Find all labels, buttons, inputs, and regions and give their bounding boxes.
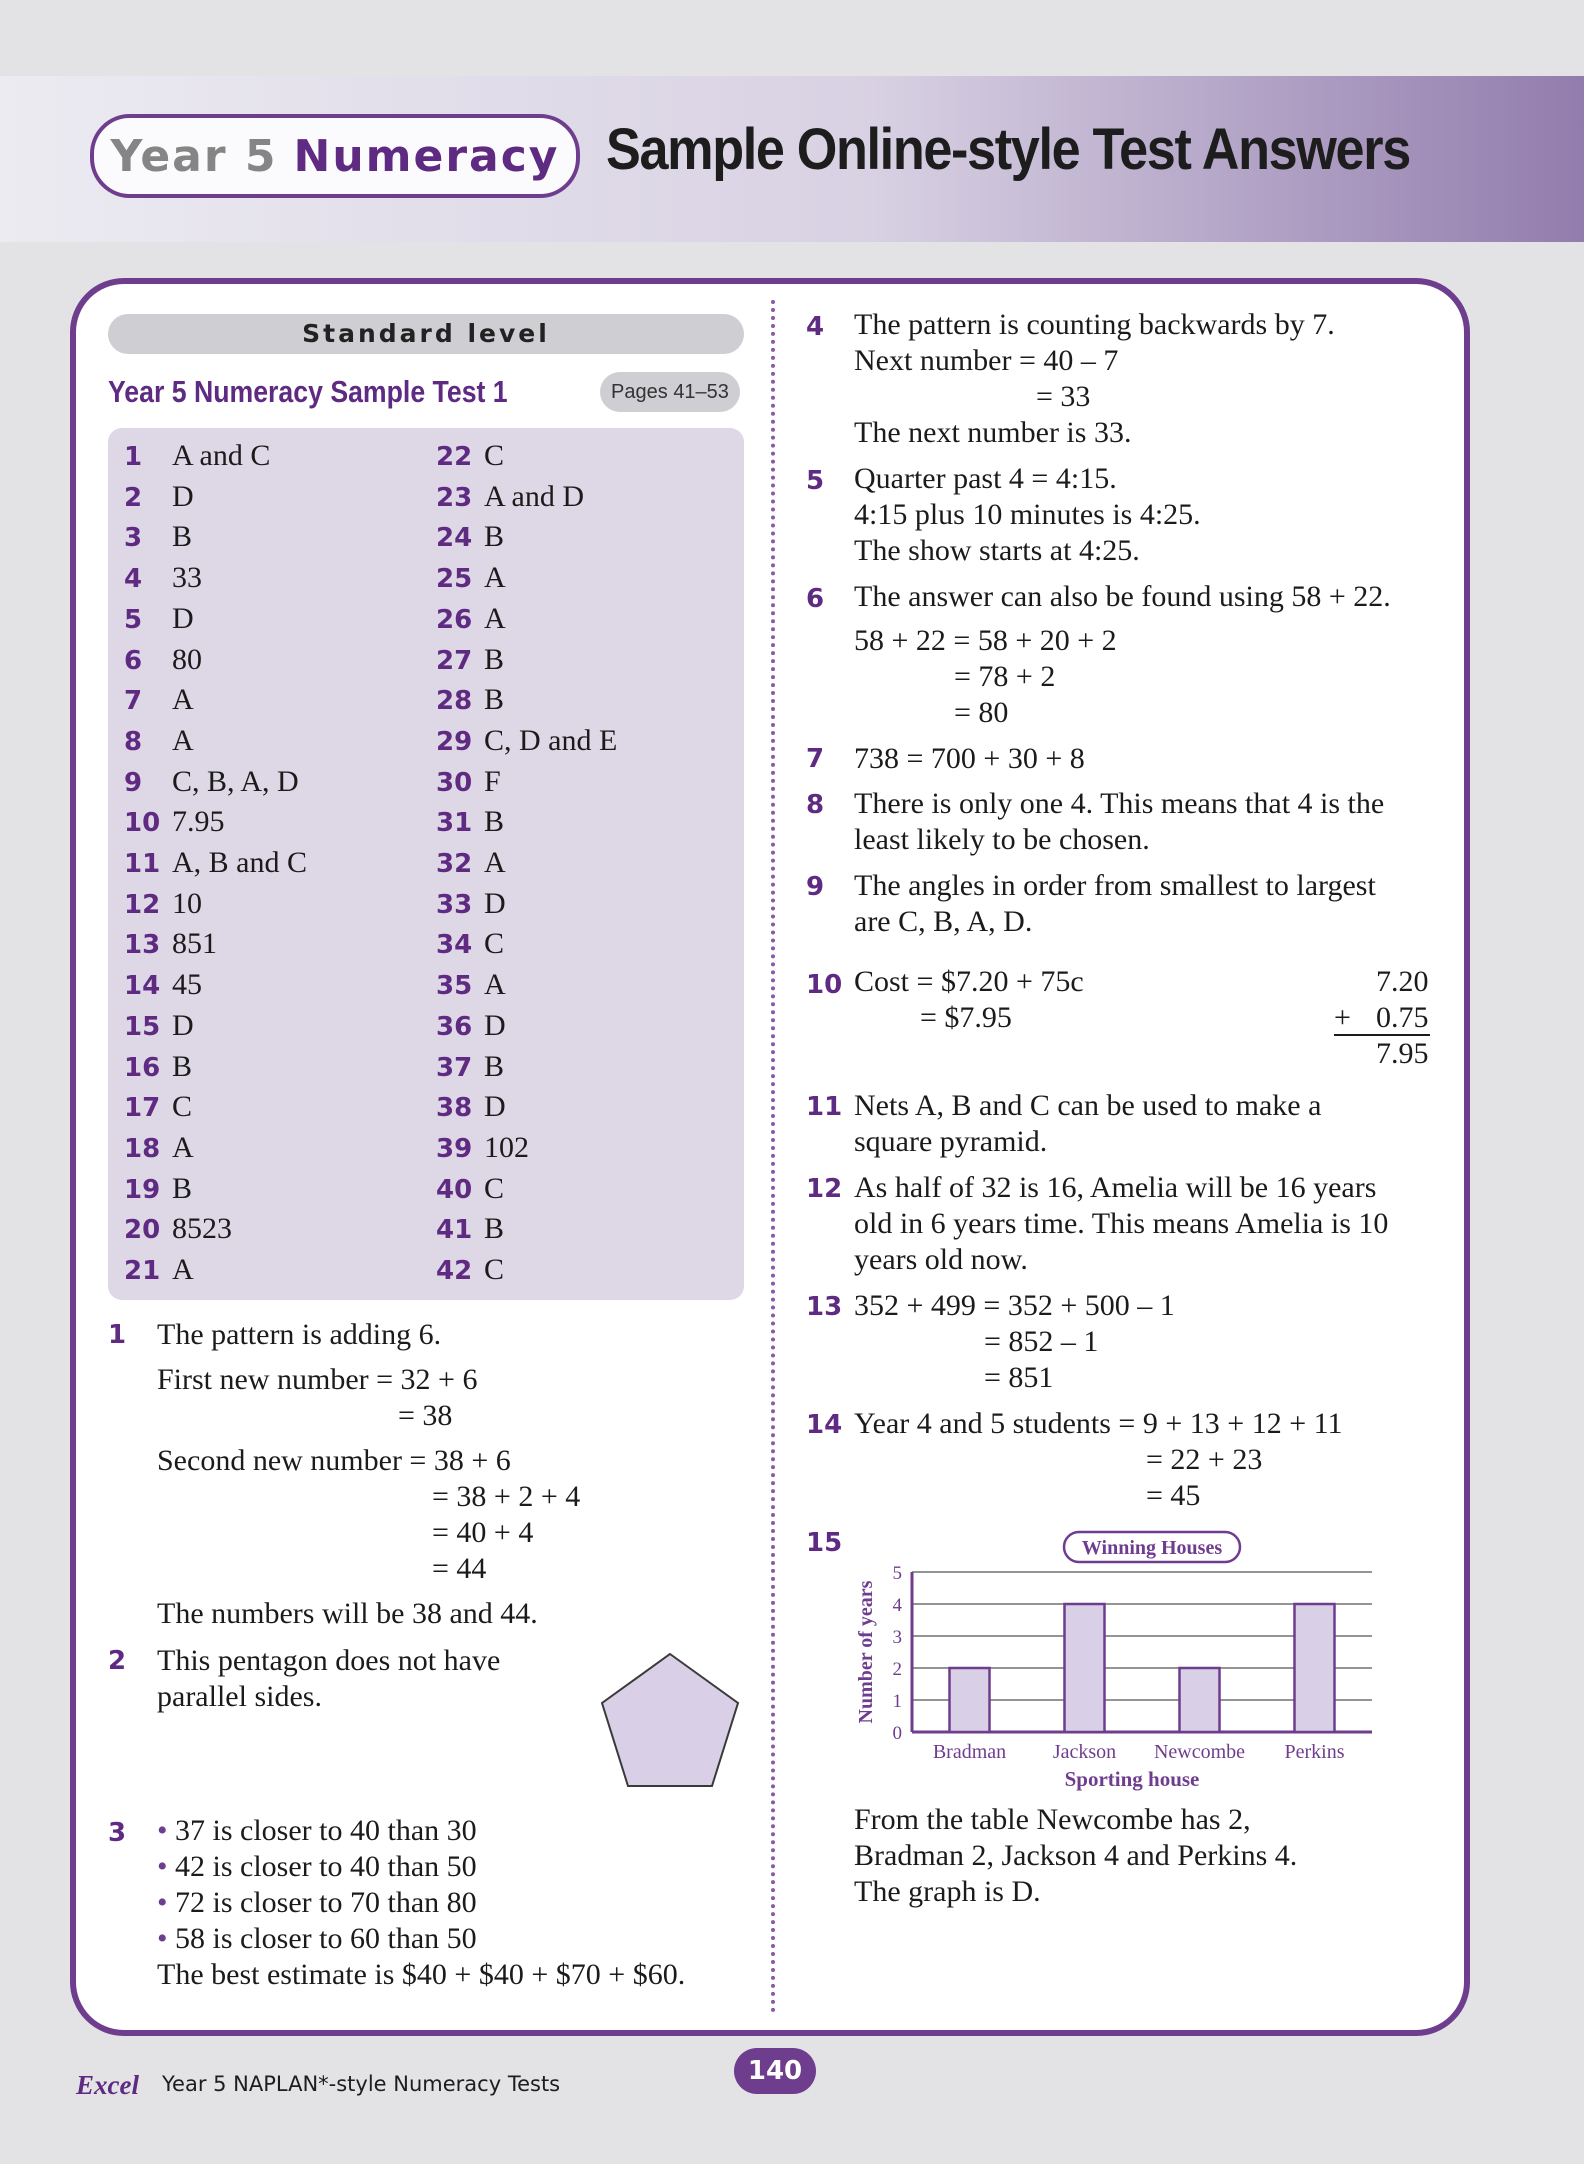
answer-value: B xyxy=(172,520,193,554)
answer-value: A and C xyxy=(172,439,271,472)
answer-value: F xyxy=(484,764,501,798)
answer-row xyxy=(436,601,506,638)
test-heading: Year 5 Numeracy Sample Test 1 xyxy=(108,374,508,409)
answer-number: 41 xyxy=(436,1215,473,1246)
q1-line: Second new number = 38 + 6 xyxy=(157,1444,511,1477)
answer-row xyxy=(124,764,299,801)
answer-value: D xyxy=(484,1090,506,1124)
answer-row xyxy=(436,1049,504,1086)
answer-value: B xyxy=(172,1049,193,1083)
answer-number: 30 xyxy=(436,767,473,798)
q14-line: = 45 xyxy=(1146,1479,1201,1512)
x-tick-label: Jackson xyxy=(1052,1741,1117,1763)
q13-line: 352 + 499 = 352 + 500 – 1 xyxy=(854,1289,1175,1322)
q10-sum-line: 0.75 xyxy=(1376,1001,1429,1034)
bar-bradman xyxy=(950,1668,990,1732)
answer-row xyxy=(124,1089,192,1126)
answer-row xyxy=(436,764,501,801)
answer-number: 4 xyxy=(124,564,143,595)
q12-number: 12 xyxy=(806,1174,843,1204)
q3-number: 3 xyxy=(108,1818,127,1848)
bar-perkins xyxy=(1295,1604,1335,1732)
answer-value: A xyxy=(484,846,506,879)
pages-badge: Pages 41–53 xyxy=(600,372,740,412)
y-tick-label: 0 xyxy=(892,1723,902,1744)
q9-line: The angles in order from smallest to largest xyxy=(854,869,1376,902)
q15-line: From the table Newcombe has 2, xyxy=(854,1803,1251,1836)
answer-row xyxy=(436,1130,529,1167)
q13-number: 13 xyxy=(806,1292,843,1322)
answer-value: 851 xyxy=(172,927,217,961)
q1-line: The pattern is adding 6. xyxy=(157,1318,442,1351)
answer-value: 80 xyxy=(172,642,202,676)
q1-line: = 38 + 2 + 4 xyxy=(432,1480,581,1513)
answer-value: A xyxy=(172,1130,194,1164)
answer-number: 20 xyxy=(124,1215,161,1246)
footer-brand: Excel xyxy=(76,2070,139,2100)
answer-row xyxy=(124,438,270,475)
answer-row xyxy=(124,642,202,679)
y-tick-label: 4 xyxy=(892,1595,902,1616)
level-banner: Standard level xyxy=(108,314,744,354)
answer-value: D xyxy=(484,886,506,920)
q5-line: 4:15 plus 10 minutes is 4:25. xyxy=(854,498,1201,531)
answer-value: 45 xyxy=(172,968,202,1002)
q13-line: = 851 xyxy=(984,1361,1054,1394)
answer-row xyxy=(124,926,217,963)
pill-year: Year 5 xyxy=(110,130,278,182)
answer-row xyxy=(124,1211,232,1248)
subject-pill xyxy=(90,114,580,198)
y-axis-label: Number of years xyxy=(855,1580,877,1724)
y-tick-label: 3 xyxy=(892,1627,902,1648)
answer-number: 26 xyxy=(436,604,473,635)
answer-value: D xyxy=(172,1008,194,1042)
x-tick-label: Perkins xyxy=(1284,1741,1345,1763)
y-tick-label: 5 xyxy=(892,1563,902,1584)
answer-value: A xyxy=(484,561,506,595)
q1-line: The numbers will be 38 and 44. xyxy=(157,1597,538,1630)
answer-row xyxy=(436,560,506,597)
q4-line: The next number is 33. xyxy=(854,416,1132,449)
q3-bullet: • 42 is closer to 40 than 50 xyxy=(157,1850,477,1883)
x-tick-label: Newcombe xyxy=(1153,1741,1246,1763)
answer-row xyxy=(124,1008,194,1045)
answer-value: C xyxy=(172,1090,193,1124)
q12-line: old in 6 years time. This means Amelia is 10 xyxy=(854,1207,1389,1240)
answer-number: 25 xyxy=(436,564,473,595)
answer-value: 7.95 xyxy=(172,805,225,839)
q2-line: This pentagon does not have xyxy=(157,1644,501,1677)
q4-line: = 33 xyxy=(1036,380,1091,413)
column-divider xyxy=(771,300,775,2014)
q4-line: The pattern is counting backwards by 7. xyxy=(854,308,1335,341)
answer-row xyxy=(436,479,584,516)
q14-line: Year 4 and 5 students = 9 + 13 + 12 + 11 xyxy=(854,1407,1343,1440)
answer-value: B xyxy=(484,1049,505,1083)
winning-houses-chart xyxy=(850,1528,1390,1803)
answer-row xyxy=(124,886,202,923)
answer-row xyxy=(124,1130,194,1167)
answer-row xyxy=(124,560,202,597)
answer-value: C xyxy=(484,439,505,472)
answer-row xyxy=(436,804,504,841)
q1-line: First new number = 32 + 6 xyxy=(157,1363,478,1396)
answer-number: 37 xyxy=(436,1052,473,1083)
q7-number: 7 xyxy=(806,744,825,774)
q11-number: 11 xyxy=(806,1092,843,1122)
answer-row xyxy=(436,886,506,923)
answer-value: 10 xyxy=(172,886,202,920)
q12-line: years old now. xyxy=(854,1243,1028,1276)
q1-line: = 40 + 4 xyxy=(432,1516,534,1549)
answer-number: 23 xyxy=(436,482,473,513)
bar-jackson xyxy=(1065,1604,1105,1732)
answer-row xyxy=(436,845,506,882)
q1-number: 1 xyxy=(108,1320,127,1350)
answer-number: 31 xyxy=(436,808,473,839)
answer-value: C xyxy=(484,1253,505,1286)
q15-line: Bradman 2, Jackson 4 and Perkins 4. xyxy=(854,1839,1298,1872)
answer-number: 9 xyxy=(124,767,143,798)
q12-line: As half of 32 is 16, Amelia will be 16 years xyxy=(854,1171,1377,1204)
q4-line: Next number = 40 – 7 xyxy=(854,344,1119,377)
page-number: 140 xyxy=(734,2048,816,2094)
answer-number: 19 xyxy=(124,1174,161,1205)
answer-value: D xyxy=(172,601,194,635)
q3-bullet: • 72 is closer to 70 than 80 xyxy=(157,1886,477,1919)
q3-bullet: • 58 is closer to 60 than 50 xyxy=(157,1922,477,1955)
answer-row xyxy=(124,1171,192,1208)
answer-row xyxy=(436,1171,504,1208)
page-title: Sample Online-style Test Answers xyxy=(606,117,1410,182)
answer-value: C xyxy=(484,1171,505,1205)
answer-number: 8 xyxy=(124,726,143,757)
answer-row xyxy=(124,723,194,760)
q7-line: 738 = 700 + 30 + 8 xyxy=(854,742,1085,775)
q11-line: Nets A, B and C can be used to make a xyxy=(854,1089,1322,1122)
bar-chart-svg xyxy=(850,1528,1390,1798)
q11-line: square pyramid. xyxy=(854,1125,1048,1158)
q10-number: 10 xyxy=(806,970,843,1000)
answer-row xyxy=(124,967,202,1004)
answer-number: 42 xyxy=(436,1256,473,1286)
q3-line: The best estimate is $40 + $40 + $70 + $60. xyxy=(157,1958,686,1991)
answer-number: 40 xyxy=(436,1174,473,1205)
q10-line: = $7.95 xyxy=(920,1001,1012,1034)
q6-number: 6 xyxy=(806,584,825,614)
answer-row xyxy=(436,967,506,1004)
answer-number: 2 xyxy=(124,482,143,513)
answer-number: 36 xyxy=(436,1011,473,1042)
answer-value: A and D xyxy=(484,479,584,513)
q2-line: parallel sides. xyxy=(157,1680,322,1713)
answer-number: 34 xyxy=(436,930,473,961)
answer-number: 28 xyxy=(436,686,473,717)
answer-value: A, B and C xyxy=(172,846,307,879)
answer-row xyxy=(124,682,194,719)
answer-number: 21 xyxy=(124,1256,161,1286)
answer-value: C xyxy=(484,927,505,961)
pill-subject: Numeracy xyxy=(293,130,560,182)
q9-number: 9 xyxy=(806,872,825,902)
answer-row xyxy=(436,926,504,963)
answer-value: 33 xyxy=(172,561,202,595)
q9-line: are C, B, A, D. xyxy=(854,905,1033,938)
q13-line: = 852 – 1 xyxy=(984,1325,1099,1358)
answer-value: C, D and E xyxy=(484,723,618,757)
answer-value: B xyxy=(484,520,505,554)
answer-value: D xyxy=(484,1008,506,1042)
q2-number: 2 xyxy=(108,1646,127,1676)
answer-number: 27 xyxy=(436,645,473,676)
answer-row xyxy=(436,438,504,475)
answer-number: 18 xyxy=(124,1133,161,1164)
answer-number: 22 xyxy=(436,442,473,472)
answer-value: A xyxy=(172,1253,194,1286)
answer-value: B xyxy=(484,1212,505,1246)
q14-number: 14 xyxy=(806,1410,843,1440)
answer-value: D xyxy=(172,479,194,513)
y-tick-label: 2 xyxy=(892,1659,902,1680)
answer-row xyxy=(124,601,194,638)
footer-title: Year 5 NAPLAN*-style Numeracy Tests xyxy=(162,2072,561,2096)
answer-number: 14 xyxy=(124,971,161,1002)
answer-number: 3 xyxy=(124,523,143,554)
answer-value: A xyxy=(172,683,194,717)
chart-title: Winning Houses xyxy=(1081,1537,1223,1559)
answer-number: 10 xyxy=(124,808,161,839)
q8-number: 8 xyxy=(806,790,825,820)
answer-row xyxy=(436,642,504,679)
q10-sum-line: 7.20 xyxy=(1376,965,1429,998)
answer-value: C, B, A, D xyxy=(172,764,299,798)
answer-value: B xyxy=(484,805,505,839)
q6-line: = 78 + 2 xyxy=(954,660,1056,693)
answer-value: A xyxy=(484,601,506,635)
answer-number: 39 xyxy=(436,1133,473,1164)
answer-value: 102 xyxy=(484,1130,529,1164)
answer-number: 1 xyxy=(124,442,143,472)
q6-line: The answer can also be found using 58 + 22. xyxy=(854,580,1391,613)
answer-row xyxy=(436,1089,506,1126)
answer-number: 24 xyxy=(436,523,473,554)
answer-number: 15 xyxy=(124,1011,161,1042)
q15-number: 15 xyxy=(806,1528,843,1558)
answer-row xyxy=(436,723,617,760)
q6-line: = 80 xyxy=(954,696,1009,729)
answer-number: 38 xyxy=(436,1093,473,1124)
answer-row xyxy=(124,479,194,516)
answer-value: B xyxy=(484,683,505,717)
answer-number: 13 xyxy=(124,930,161,961)
pentagon-shape xyxy=(598,1650,742,1792)
answer-number: 16 xyxy=(124,1052,161,1083)
q3-bullet: • 37 is closer to 40 than 30 xyxy=(157,1814,477,1847)
answer-number: 6 xyxy=(124,645,143,676)
answer-number: 32 xyxy=(436,849,473,879)
q8-line: There is only one 4. This means that 4 is the xyxy=(854,787,1385,820)
answer-row xyxy=(124,845,307,882)
q10-sum-line: 7.95 xyxy=(1376,1037,1429,1070)
answer-number: 12 xyxy=(124,889,161,920)
answer-value: 8523 xyxy=(172,1212,232,1246)
answer-number: 33 xyxy=(436,889,473,920)
answer-row xyxy=(436,519,504,556)
answer-value: B xyxy=(172,1171,193,1205)
q5-line: Quarter past 4 = 4:15. xyxy=(854,462,1117,495)
y-tick-label: 1 xyxy=(892,1691,902,1712)
answer-row xyxy=(124,804,225,841)
answer-number: 7 xyxy=(124,686,143,717)
answer-value: B xyxy=(484,642,505,676)
bar-newcombe xyxy=(1180,1668,1220,1732)
q5-line: The show starts at 4:25. xyxy=(854,534,1140,567)
answer-row xyxy=(436,1252,504,1289)
answer-number: 17 xyxy=(124,1093,161,1124)
answer-row xyxy=(436,682,504,719)
answer-number: 29 xyxy=(436,726,473,757)
q8-line: least likely to be chosen. xyxy=(854,823,1150,856)
answer-value: A xyxy=(484,968,506,1002)
answer-row xyxy=(436,1008,506,1045)
q5-number: 5 xyxy=(806,466,825,496)
answer-row xyxy=(124,1049,192,1086)
x-tick-label: Bradman xyxy=(932,1741,1007,1763)
answer-value: A xyxy=(172,723,194,757)
q1-line: = 44 xyxy=(432,1552,487,1585)
answer-number: 11 xyxy=(124,849,161,879)
q14-line: = 22 + 23 xyxy=(1146,1443,1263,1476)
answer-row xyxy=(124,519,192,556)
answer-number: 35 xyxy=(436,971,473,1002)
q10-line: Cost = $7.20 + 75c xyxy=(854,965,1084,998)
answer-number: 5 xyxy=(124,604,143,635)
x-axis-label: Sporting house xyxy=(1064,1767,1200,1791)
q4-number: 4 xyxy=(806,312,825,342)
answer-row xyxy=(124,1252,194,1289)
answer-row xyxy=(436,1211,504,1248)
q6-line: 58 + 22 = 58 + 20 + 2 xyxy=(854,624,1117,657)
q1-line: = 38 xyxy=(398,1399,453,1432)
q10-plus-sign: + xyxy=(1334,1001,1351,1034)
q15-line: The graph is D. xyxy=(854,1875,1041,1908)
